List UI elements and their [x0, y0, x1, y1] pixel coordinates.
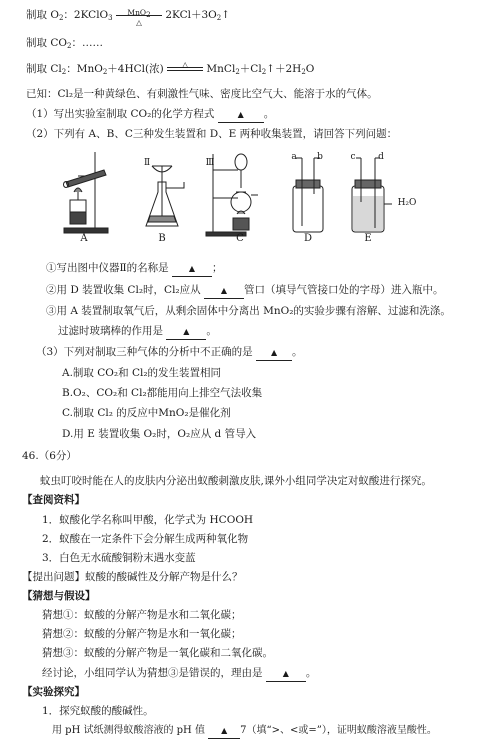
label-tube-b: b — [317, 152, 323, 162]
reference-1: 1．蚁酸化学名称叫甲酸，化学式为 HCOOH — [42, 514, 254, 526]
equation-cl2: 制取 $Cl_2$：MnO$_2$＋4HCl(浓) △ $MnCl_2+Cl_2↑+2H_2O$ — [26, 60, 315, 76]
answer-blank[interactable]: ▲ — [208, 724, 240, 739]
answer-blank[interactable]: ▲ — [266, 666, 306, 682]
question-46-heading: 46.（6分） — [22, 450, 77, 462]
experiment-1: 1．探究蚁酸的酸碱性。 — [42, 705, 154, 717]
label-a: A — [80, 233, 88, 244]
label-iii: Ⅲ — [205, 158, 215, 168]
sub-question-2: ②用 D 装置收集 Cl₂时，Cl₂应从 ▲ 管口（填导气管接口处的字母）进入瓶中。 — [46, 283, 443, 299]
apparatus-d — [293, 158, 323, 232]
section-reference: 【查阅资料】 — [22, 494, 85, 506]
section-experiment: 【实验探究】 — [22, 686, 85, 698]
equation-co2: 制取 $CO_2$：…… — [26, 37, 103, 50]
sub-question-3: ③用 A 装置制取氧气后，从剩余固体中分离出 MnO₂的实验步骤有溶解、过滤和洗涤。 — [46, 305, 451, 317]
hypothesis-3: 猜想③：蚁酸的分解产物是一氧化碳和二氧化碳。 — [42, 647, 273, 659]
reaction-condition: MnO$_2$ △ — [116, 15, 162, 16]
label-ii: Ⅱ — [143, 158, 151, 168]
known-info: 已知：Cl₂是一种黄绿色、有刺激性气味、密度比空气大、能溶于水的气体。 — [26, 88, 378, 100]
section-question: 【提出问题】蚁酸的酸碱性及分解产物是什么？ — [22, 571, 243, 583]
option-c: C.制取 Cl₂ 的反应中MnO₂是催化剂 — [62, 407, 231, 419]
option-b: B.O₂、CO₂和 Cl₂都能用向上排空气法收集 — [62, 387, 263, 399]
discussion: 经讨论，小组同学认为猜想③是错误的，理由是 ▲ 。 — [42, 666, 316, 682]
apparatus-b — [146, 166, 184, 226]
answer-blank[interactable]: ▲ — [256, 345, 292, 361]
section-hypothesis: 【猜想与假设】 — [22, 590, 96, 602]
label-c: C — [236, 233, 244, 244]
reaction-condition: △ — [167, 67, 203, 71]
option-a: A.制取 CO₂和 Cl₂的发生装置相同 — [62, 367, 222, 379]
hypothesis-2: 猜想②：蚁酸的分解产物是水和一氧化碳； — [42, 628, 242, 640]
label-tube-c: c — [350, 152, 356, 162]
answer-blank[interactable]: ▲ — [218, 107, 264, 123]
label-d: D — [303, 233, 313, 244]
answer-blank[interactable]: ▲ — [204, 283, 244, 299]
option-d: D.用 E 装置收集 O₂时，O₂应从 d 管导入 — [62, 428, 257, 440]
label-h2o: H₂O — [397, 198, 417, 208]
apparatus-a — [64, 152, 109, 233]
answer-blank[interactable]: ▲ — [172, 261, 212, 277]
label-tube-d: d — [378, 152, 384, 162]
sub-question-3b: 过滤时玻璃棒的作用是 ▲ 。 — [58, 324, 217, 340]
label-b: B — [158, 233, 166, 244]
equation-o2: 制取 $O_2$：2KClO$_3$ MnO$_2$ △ $2KCl+3O_2↑$ — [26, 7, 231, 27]
label-tube-a: a — [291, 152, 297, 162]
answer-blank[interactable]: ▲ — [166, 324, 206, 340]
intro-text: 蚊虫叮咬时能在人的皮肤内分泌出蚁酸刺激皮肤,课外小组同学决定对蚁酸进行探究。 — [40, 475, 432, 487]
experiment-1b: 用 pH 试纸测得蚁酸溶液的 pH 值 ▲ 7（填“>、<或=”），证明蚁酸溶液呈酸性。 — [52, 724, 437, 739]
sub-question-1: ①写出图中仪器Ⅱ的名称是 ▲ ； — [46, 261, 222, 277]
question-3: （3）下列对制取三种气体的分析中不正确的是 ▲ 。 — [36, 345, 303, 361]
question-1: （1）写出实验室制取 CO₂的化学方程式 ▲ 。 — [26, 107, 274, 123]
question-2: （2）下列有 A、B、C三种发生装置和 D、E 两种收集装置，请回答下列问题： — [26, 128, 398, 140]
hypothesis-1: 猜想①：蚁酸的分解产物是水和二氧化碳； — [42, 609, 242, 621]
label-e: E — [364, 233, 372, 244]
apparatus-e — [352, 158, 392, 232]
reference-2: 2．蚁酸在一定条件下会分解生成两种氧化物 — [42, 533, 249, 545]
reference-3: 3．白色无水硫酸铜粉末遇水变蓝 — [42, 552, 196, 564]
